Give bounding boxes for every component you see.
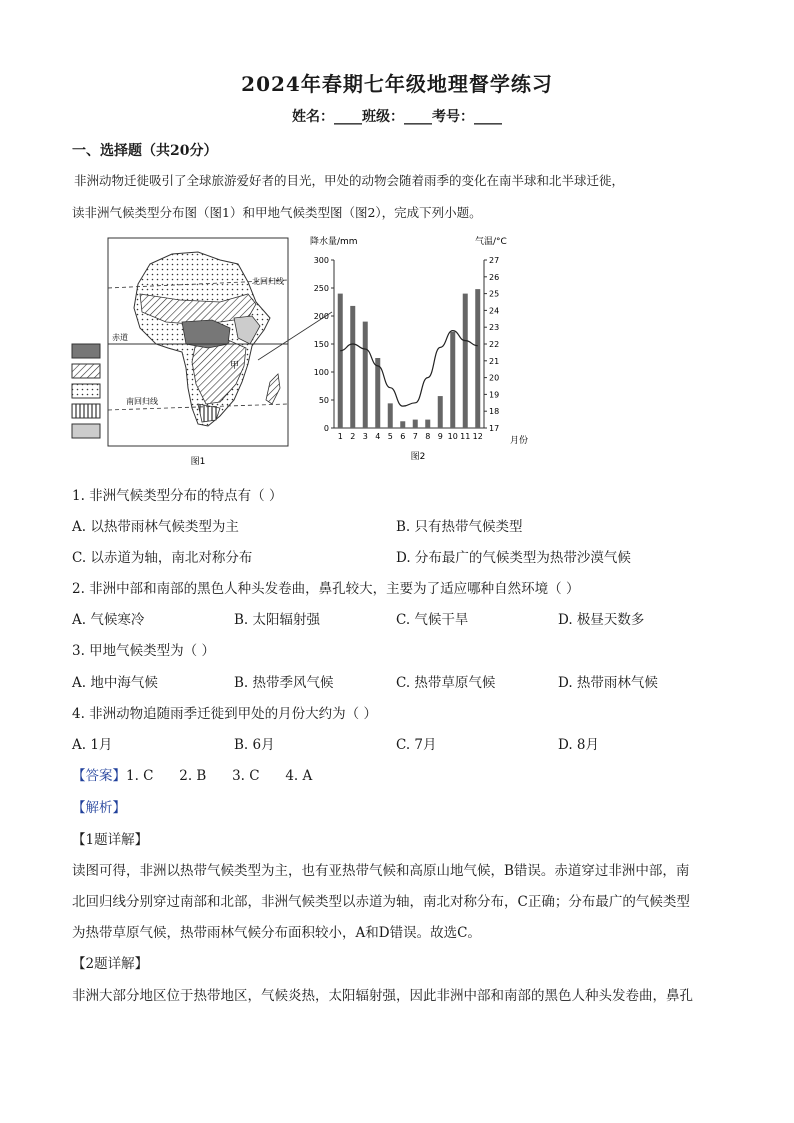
precip-bar	[463, 294, 468, 428]
legend-swatch-desert	[72, 384, 100, 398]
temp-tick-label: 21	[489, 356, 500, 366]
temp-tick-label: 17	[489, 424, 500, 433]
climate-chart	[310, 235, 528, 462]
month-tick-label: 5	[387, 432, 393, 441]
month-tick-label: 2	[350, 432, 356, 441]
temp-tick-label: 22	[489, 340, 500, 349]
detail-2-label: 【2题详解】	[72, 956, 149, 972]
q1-option-d: D. 分布最广的气候类型为热带沙漠气候	[396, 550, 631, 566]
temp-tick-label: 25	[489, 289, 500, 299]
precip-tick-label: 250	[313, 284, 329, 293]
q4-option-c: C. 7月	[396, 737, 437, 753]
section-title: 一、选择题（共20分）	[72, 143, 218, 159]
legend-swatch-highland	[72, 424, 100, 438]
answer-line	[72, 764, 312, 784]
africa-map	[72, 238, 332, 467]
month-tick-label: 11	[460, 432, 471, 441]
precip-tick-label: 0	[323, 424, 329, 433]
intro-line-1: 非洲动物迁徙吸引了全球旅游爱好者的目光，甲处的动物会随着雨季的变化在南半球和北半球迁徙，	[74, 173, 625, 188]
q2-option-b: B. 太阳辐射强	[234, 612, 321, 628]
q2-option-a: A. 气候寒冷	[72, 612, 145, 628]
temp-tick-label: 20	[489, 373, 500, 383]
legend-swatch-mediterranean	[72, 404, 100, 418]
temp-tick-label: 18	[489, 407, 500, 417]
precip-tick-label: 150	[313, 340, 329, 349]
temp-tick-label: 23	[489, 323, 500, 333]
figure1-caption: 图1	[190, 457, 206, 467]
month-tick-label: 6	[400, 432, 406, 441]
analysis-label: 【解析】	[72, 800, 126, 816]
q1-option-c: C. 以赤道为轴，南北对称分布	[72, 550, 253, 566]
precip-bar	[363, 322, 368, 428]
detail-1-label: 【1题详解】	[72, 832, 149, 848]
q1-option-a: A. 以热带雨林气候类型为主	[72, 519, 239, 535]
q2-option-c: C. 气候干旱	[396, 612, 469, 628]
precip-bar	[475, 289, 480, 428]
q3-option-d: D. 热带雨林气候	[558, 675, 658, 691]
question-2-stem: 2. 非洲中部和南部的黑色人种头发卷曲，鼻孔较大，主要为了适应哪种自然环境（ ）	[72, 581, 580, 597]
precip-bar	[400, 421, 405, 428]
temp-axis-title: 气温/°C	[475, 237, 507, 247]
precip-bar	[350, 306, 355, 428]
precip-bar	[388, 403, 393, 428]
precip-bar	[375, 358, 380, 428]
question-3-stem: 3. 甲地气候类型为（ ）	[72, 643, 215, 659]
precip-bar	[425, 420, 430, 428]
precip-tick-label: 50	[318, 396, 329, 405]
temperature-curve	[340, 331, 478, 407]
precip-tick-label: 300	[313, 256, 329, 265]
answer-label: 【答案】	[72, 768, 126, 784]
page-title: 2024年春期七年级地理督学练习	[241, 72, 553, 96]
month-unit-label: 月份	[510, 436, 529, 446]
equator-label: 赤道	[112, 333, 128, 342]
temp-tick-label: 26	[489, 272, 500, 282]
precip-tick-label: 100	[313, 368, 329, 377]
q3-option-c: C. 热带草原气候	[396, 675, 496, 691]
precip-bar	[450, 332, 455, 428]
temp-tick-label: 27	[489, 256, 500, 265]
figure-area	[70, 232, 529, 472]
month-tick-label: 10	[447, 432, 458, 441]
q4-option-b: B. 6月	[234, 737, 275, 753]
temp-tick-label: 24	[489, 306, 500, 316]
intro-line-2: 读非洲气候类型分布图（图1）和甲地气候类型图（图2），完成下列小题。	[72, 205, 482, 220]
q2-option-d: D. 极昼天数多	[558, 612, 645, 628]
north-tropic-label: 北回归线	[252, 277, 284, 286]
q3-option-b: B. 热带季风气候	[234, 675, 334, 691]
precip-bar	[338, 294, 343, 428]
q3-option-a: A. 地中海气候	[72, 675, 158, 691]
temp-tick-label: 19	[489, 390, 500, 400]
question-1-stem: 1. 非洲气候类型分布的特点有（ ）	[72, 488, 283, 504]
point-jia-label: 甲	[230, 361, 240, 371]
precip-bar	[413, 420, 418, 428]
answer-text: 1. C 2. B 3. C 4. A	[126, 768, 313, 784]
figure2-caption: 图2	[410, 452, 426, 462]
detail-2-line-1: 非洲大部分地区位于热带地区，气候炎热，太阳辐射强，因此非洲中部和南部的黑色人种头发卷曲，鼻孔	[72, 988, 693, 1004]
precip-bar	[438, 396, 443, 428]
detail-1-line-1: 读图可得，非洲以热带气候类型为主，也有亚热带气候和高原山地气候，B错误。赤道穿过非洲中部，南	[72, 863, 690, 879]
question-4-stem: 4. 非洲动物追随雨季迁徙到甲处的月份大约为（ ）	[72, 706, 377, 722]
student-info-line: 姓名：____班级：____考号：____	[292, 109, 502, 125]
month-tick-label: 7	[412, 432, 418, 441]
month-tick-label: 1	[337, 432, 343, 441]
month-tick-label: 9	[437, 432, 443, 441]
q1-option-b: B. 只有热带气候类型	[396, 519, 523, 535]
legend-swatch-savanna	[72, 364, 100, 378]
precip-axis-title: 降水量/mm	[310, 237, 358, 247]
month-tick-label: 4	[375, 432, 381, 441]
month-tick-label: 12	[472, 432, 483, 441]
detail-1-line-2: 北回归线分别穿过南部和北部，非洲气候类型以赤道为轴，南北对称分布，C正确；分布最广的气候类型	[72, 894, 690, 910]
month-tick-label: 3	[362, 432, 368, 441]
south-tropic-label: 南回归线	[126, 397, 158, 406]
precip-tick-label: 200	[313, 312, 329, 321]
q4-option-a: A. 1月	[72, 737, 113, 753]
detail-1-line-3: 为热带草原气候，热带雨林气候分布面积较小，A和D错误。故选C。	[72, 925, 481, 941]
month-tick-label: 8	[425, 432, 431, 441]
legend-swatch-rainforest	[72, 344, 100, 358]
q4-option-d: D. 8月	[558, 737, 600, 753]
